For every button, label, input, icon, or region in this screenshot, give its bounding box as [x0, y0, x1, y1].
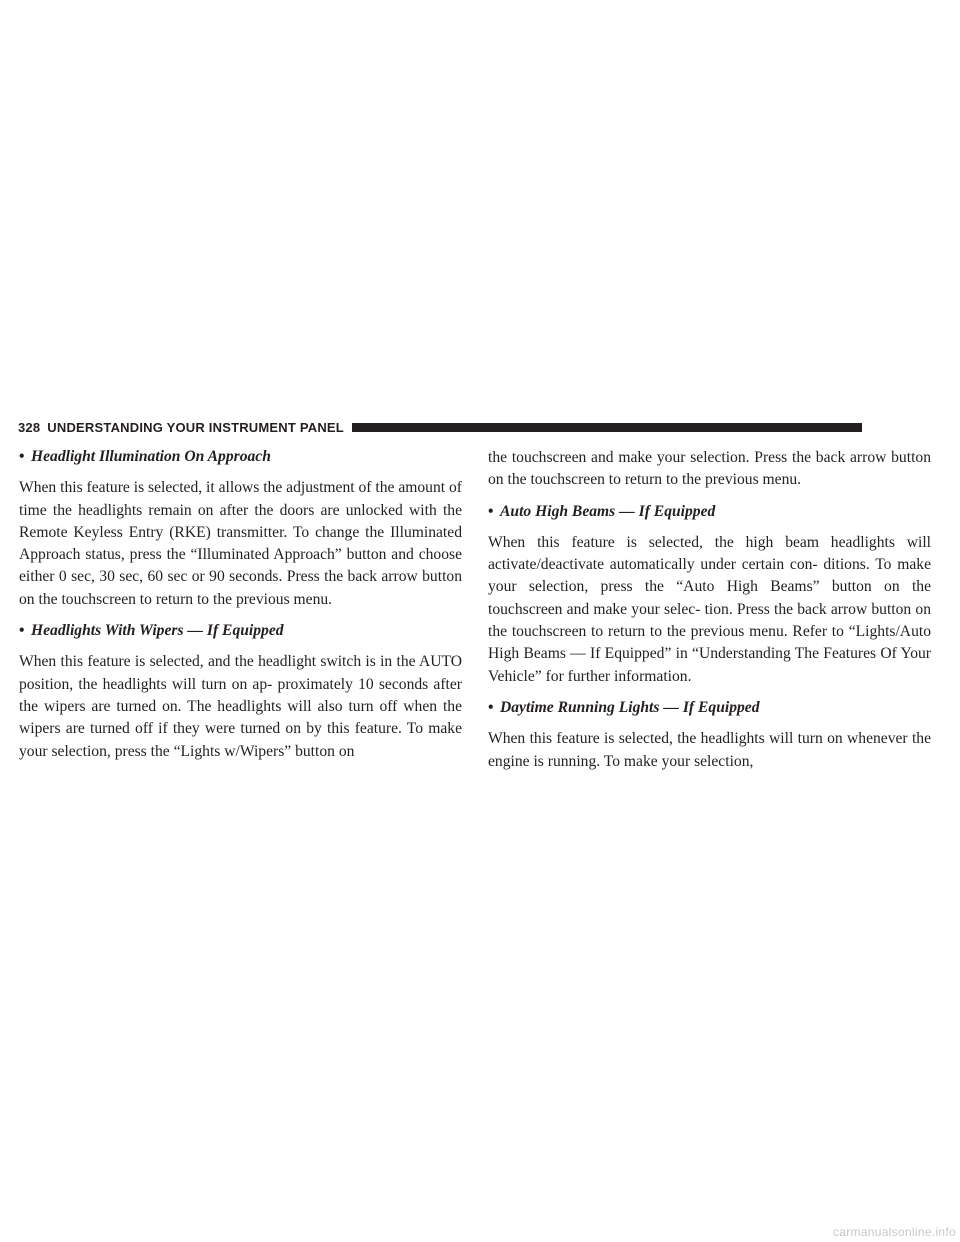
left-column: [19, 446, 462, 772]
bullet-heading-headlight-illumination: [19, 446, 462, 468]
bullet-icon: •: [488, 698, 494, 716]
bullet-heading-auto-high-beams: [488, 501, 931, 523]
bullet-icon: •: [19, 448, 25, 465]
paragraph-continued: the touchscreen and make your selection. Press the back arrow button on the touchscreen to return to the previous menu.: [488, 449, 931, 489]
right-column: [488, 447, 931, 782]
header-rule: [352, 423, 862, 432]
paragraph-auto-high-beams: When this feature is selected, the high beam headlights will activate/deactivate automatically under certain con- ditions. To make your selection, press the “Auto High Beams” button on the touchscreen and make your selec- tion. Press the back arrow button on the touchscreen to return to the previous menu. Refer to “Lights/Auto High Beams — If Equipped” in “Understanding The Features Of Your Vehicle” for further information.: [488, 533, 931, 685]
paragraph-headlights-with-wipers: When this feature is selected, and the headlight switch is in the AUTO position, the headlights will turn on ap- proximately 10 seconds after the wipers are turned on. The headlights will also turn off when the wipers are turned off if they were turned on by this feature. To make your selection, press the “Lights w/Wipers” button on: [19, 653, 462, 760]
bullet-heading-daytime-running-lights: [488, 697, 931, 719]
paragraph-daytime-running-lights: When this feature is selected, the headlights will turn on whenever the engine is running. To make your selection,: [488, 730, 931, 770]
bullet-heading-text: Headlight Illumination On Approach: [31, 448, 271, 465]
page-header: [18, 417, 862, 437]
bullet-heading-text: Auto High Beams — If Equipped: [500, 502, 716, 520]
bullet-heading-headlights-with-wipers: [19, 620, 462, 642]
page-number: 328: [18, 419, 41, 435]
bullet-heading-text: Daytime Running Lights — If Equipped: [500, 698, 760, 716]
bullet-heading-text: Headlights With Wipers — If Equipped: [31, 622, 284, 640]
paragraph-headlight-illumination: When this feature is selected, it allows the adjustment of the amount of time the headlights remain on after the doors are unlocked with the Remote Keyless Entry (RKE) transmitter. To change the Illuminated Approach status, press the “Illuminated Approach” button and choose either 0 sec, 30 sec, 60 sec or 90 seconds. Press the back arrow button on the touchscreen to return to the previous menu.: [19, 479, 462, 608]
bullet-icon: •: [19, 622, 25, 640]
bullet-icon: •: [488, 502, 494, 520]
section-title: UNDERSTANDING YOUR INSTRUMENT PANEL: [47, 419, 344, 435]
watermark: carmanualsonline.info: [832, 1225, 956, 1239]
